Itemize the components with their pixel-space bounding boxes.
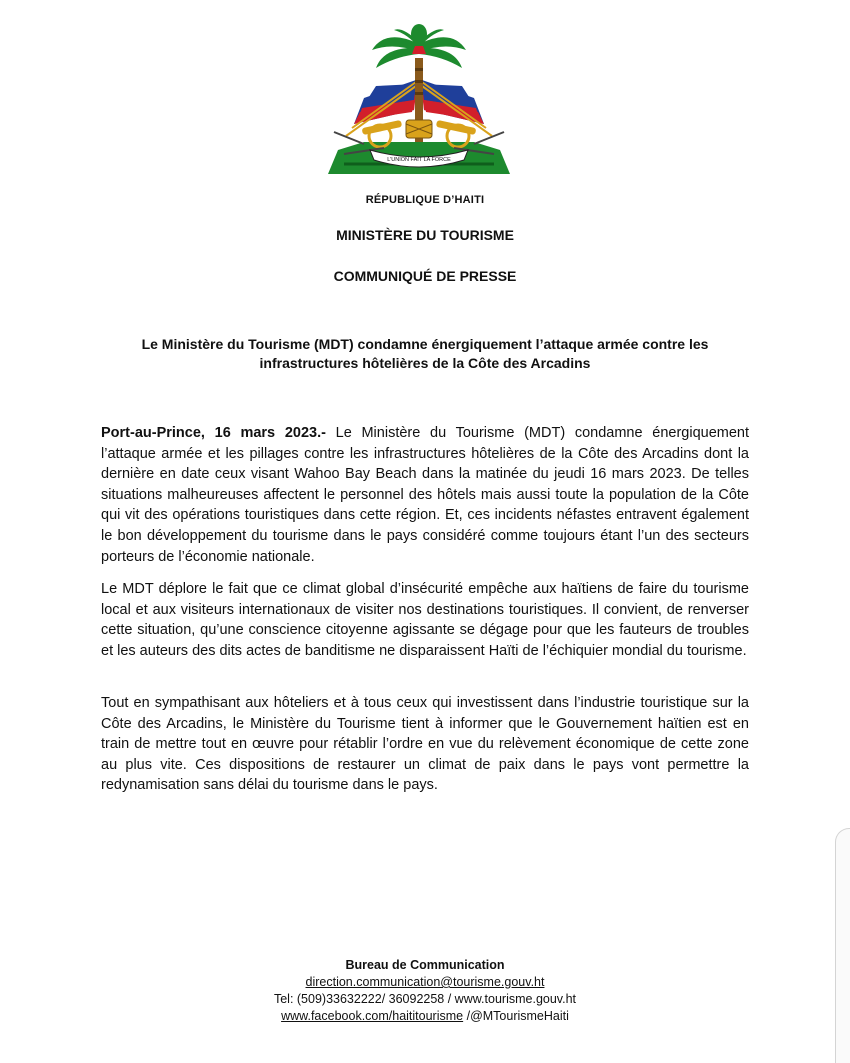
headline-line-1: Le Ministère du Tourisme (MDT) condamne énergiquement l’attaque armée contre les	[141, 336, 709, 352]
phone-website-line: Tel: (509)33632222/ 36092258 / www.tourisme.gouv.ht	[273, 992, 577, 1006]
press-release-headline	[100, 335, 750, 373]
ministry-heading: MINISTÈRE DU TOURISME	[336, 227, 514, 243]
paragraph-1-text: Le Ministère du Tourisme (MDT) condamne énergiquement l’attaque armée et les pillages contre les infrastructures hôtelières de la Côte des Arcadins dont la dernière en date ceux visant Wahoo Bay Beach dans la matinée du jeudi 16 mars 2023. De telles situations malheureuses affectent le personnel des hôtels mais aussi toute la population de la Côte qui vit des opérations touristiques dans cette région. Et, ces incidents néfastes entravent également le bon développement du tourisme dans le pays considéré comme toujours étant l’un des secteurs porteurs de l’économie nationale.	[101, 425, 749, 565]
haiti-coat-of-arms-icon	[324, 24, 514, 178]
paragraph-3: Tout en sympathisant aux hôteliers et à tous ceux qui investissent dans l’industrie touristique sur la Côte des Arcadins, le Ministère du Tourisme tient à informer que le Gouvernement haïtien est en train de mettre tout en œuvre pour rétablir l’ordre en vue du relèvement économique de cette zone au plus vite. Ces dispositions de restaurer un climat de paix dans le pays vont permettre la redynamisation sans délai du tourisme dans le pays.	[101, 695, 749, 794]
republic-heading: RÉPUBLIQUE D’HAITI	[365, 194, 485, 206]
motto-text: L'UNION FAIT LA FORCE	[387, 157, 451, 163]
document-type-heading: COMMUNIQUÉ DE PRESSE	[333, 268, 517, 284]
page-curl-edge	[835, 828, 850, 1063]
paragraph-1	[101, 423, 749, 567]
paragraph-2: Le MDT déplore le fait que ce climat global d’insécurité empêche aux haïtiens de faire du tourisme local et aux visiteurs internationaux de visiter nos destinations touristiques. Il convient, de renverser cette situation, qu’une conscience citoyenne agissante se dégage pour que les fauteurs de troubles et les auteurs des dits actes de banditisme ne disparaissent Haïti de l’échiquier mondial du tourisme.	[101, 581, 749, 659]
twitter-handle: /@MTourismeHaiti	[463, 1009, 569, 1023]
dateline: Port-au-Prince, 16 mars 2023.-	[101, 425, 326, 441]
contact-footer	[0, 957, 850, 1025]
bureau-name: Bureau de Communication	[345, 958, 505, 972]
email-link[interactable]: direction.communication@tourisme.gouv.ht	[305, 975, 545, 989]
facebook-link[interactable]: www.facebook.com/haititourisme	[281, 1009, 464, 1023]
headline-line-2: infrastructures hôtelières de la Côte des Arcadins	[259, 355, 591, 371]
